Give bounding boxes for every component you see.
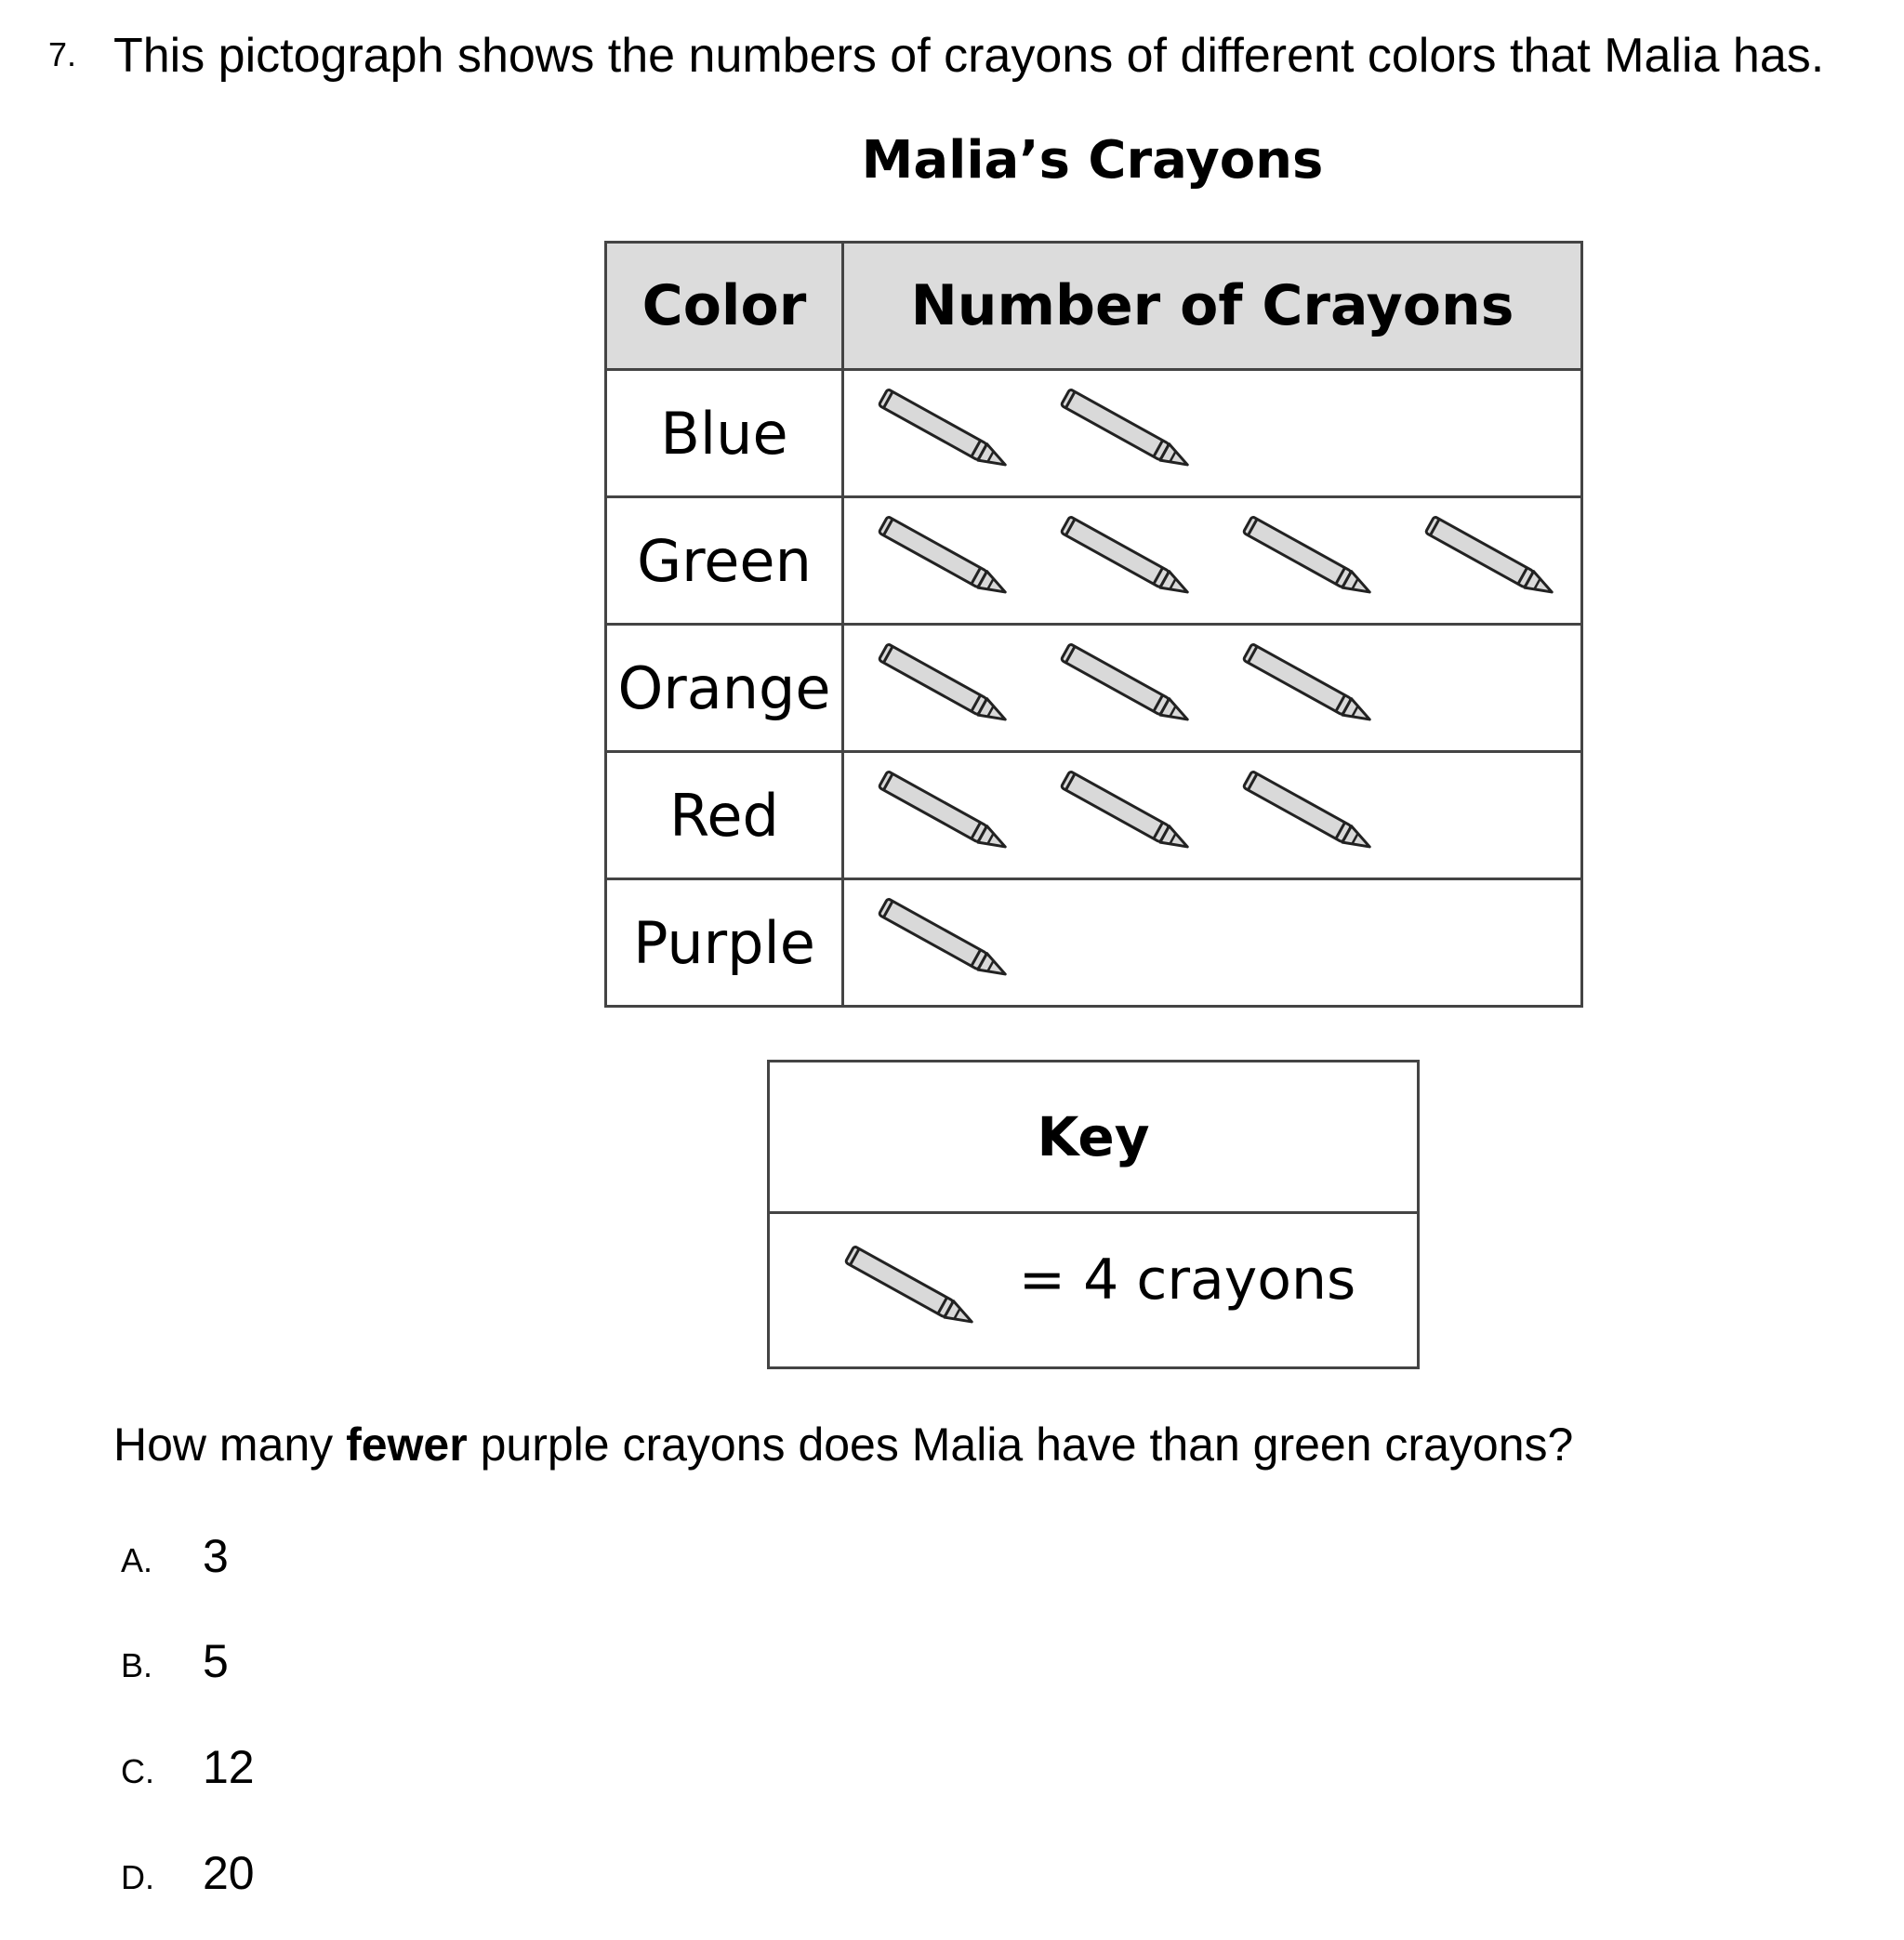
choice-d-letter: D.: [121, 1858, 154, 1896]
question-post: purple crayons does Malia have than green crayons?: [467, 1419, 1574, 1471]
question-text: [113, 1418, 1573, 1471]
header-row: [606, 243, 1582, 370]
crayon-symbols: [843, 752, 1582, 879]
crayon-symbols: [843, 625, 1582, 752]
key-title: Key: [769, 1062, 1419, 1213]
crayon-icon: [865, 514, 1032, 607]
crayon-icon: [865, 896, 1032, 989]
pictograph-row-blue: [606, 370, 1582, 497]
crayon-icon: [1047, 769, 1214, 862]
intro-text: This pictograph shows the numbers of crayons of different colors that Malia has.: [113, 29, 1825, 83]
chart-title: Malia’s Crayons: [861, 130, 1324, 191]
crayon-icon: [1047, 514, 1214, 607]
pictograph-body: [606, 370, 1582, 1007]
key-body: [769, 1213, 1419, 1368]
crayon-symbols: [843, 879, 1582, 1007]
color-label: Purple: [606, 879, 843, 1007]
choice-a-letter: A.: [121, 1541, 153, 1579]
color-label: Red: [606, 752, 843, 879]
choice-c-value: 12: [203, 1741, 255, 1793]
question-pre: How many: [113, 1419, 347, 1471]
choice-a[interactable]: [121, 1529, 229, 1583]
pictograph-row-green: [606, 497, 1582, 625]
color-label: Orange: [606, 625, 843, 752]
header-color: Color: [606, 243, 843, 370]
pictograph-table: [604, 241, 1583, 1008]
key-crayon-icon: [831, 1244, 998, 1337]
key-text: = 4 crayons: [1018, 1247, 1356, 1313]
pictograph-row-orange: [606, 625, 1582, 752]
choice-c[interactable]: [121, 1740, 255, 1794]
crayon-icon: [1411, 514, 1579, 607]
choice-b-value: 5: [203, 1635, 229, 1687]
pictograph-row-purple: [606, 879, 1582, 1007]
crayon-icon: [865, 769, 1032, 862]
question-bold: fewer: [346, 1419, 468, 1471]
header-number-of-crayons: Number of Crayons: [843, 243, 1582, 370]
crayon-icon: [1229, 514, 1396, 607]
choice-c-letter: C.: [121, 1752, 154, 1790]
color-label: Green: [606, 497, 843, 625]
choice-d[interactable]: [121, 1846, 255, 1900]
crayon-icon: [1047, 387, 1214, 480]
crayon-symbols: [843, 497, 1582, 625]
crayon-symbols: [843, 370, 1582, 497]
crayon-icon: [831, 1244, 998, 1337]
choice-b[interactable]: [121, 1634, 229, 1688]
question-number: 7.: [48, 35, 77, 73]
crayon-icon: [865, 387, 1032, 480]
choice-b-letter: B.: [121, 1646, 153, 1684]
choice-d-value: 20: [203, 1847, 255, 1899]
crayon-icon: [1229, 641, 1396, 734]
choice-a-value: 3: [203, 1530, 229, 1582]
crayon-icon: [1047, 641, 1214, 734]
key-table: [767, 1060, 1420, 1369]
crayon-icon: [1229, 769, 1396, 862]
color-label: Blue: [606, 370, 843, 497]
pictograph-row-red: [606, 752, 1582, 879]
crayon-icon: [865, 641, 1032, 734]
